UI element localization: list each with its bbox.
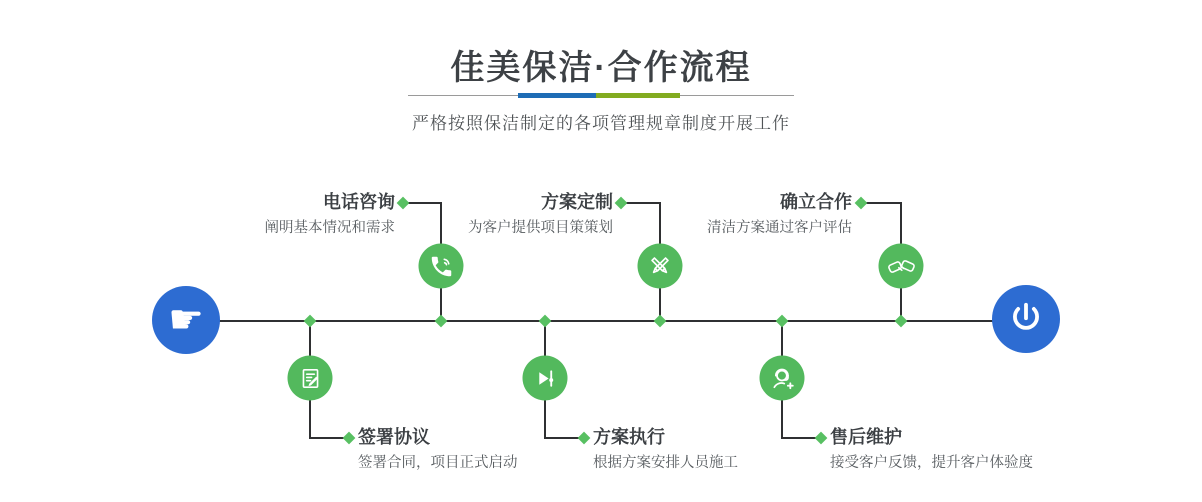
power-icon bbox=[1007, 300, 1045, 338]
handshake-icon bbox=[886, 253, 916, 279]
step-desc: 签署合同，项目正式启动 bbox=[358, 455, 518, 471]
step-title: 电话咨询 bbox=[323, 192, 395, 212]
customer-service-icon bbox=[768, 364, 796, 392]
step-title: 方案定制 bbox=[541, 192, 613, 212]
step-desc: 清洁方案通过客户评估 bbox=[707, 220, 852, 236]
label-diamond bbox=[397, 197, 410, 210]
step-node-phone bbox=[419, 244, 464, 289]
step-desc: 为客户提供项目策策划 bbox=[468, 220, 613, 236]
phone-icon bbox=[428, 253, 454, 279]
step-title: 方案执行 bbox=[593, 427, 665, 447]
step-label-execution bbox=[593, 425, 738, 473]
label-diamond bbox=[578, 432, 591, 445]
step-title: 确立合作 bbox=[780, 192, 852, 212]
label-diamond bbox=[343, 432, 356, 445]
step-label-contract bbox=[358, 425, 518, 473]
timeline-node-diamond bbox=[776, 315, 789, 328]
timeline-node-diamond bbox=[895, 315, 908, 328]
title-divider bbox=[408, 93, 794, 98]
step-label-cooperation bbox=[707, 190, 852, 238]
flow-start-node bbox=[152, 286, 220, 354]
step-desc: 阐明基本情况和需求 bbox=[264, 220, 395, 236]
step-node-execution bbox=[523, 356, 568, 401]
step-node-plan bbox=[638, 244, 683, 289]
label-diamond bbox=[615, 197, 628, 210]
step-node-contract bbox=[288, 356, 333, 401]
page-subtitle: 严格按照保洁制定的各项管理规章制度开展工作 bbox=[412, 114, 790, 133]
step-desc: 接受客户反馈，提升客户体验度 bbox=[830, 455, 1033, 471]
pointing-hand-icon: ☛ bbox=[168, 297, 204, 343]
timeline-node-diamond bbox=[304, 315, 317, 328]
step-label-aftersales bbox=[830, 425, 1033, 473]
step-title: 售后维护 bbox=[830, 427, 902, 447]
step-desc: 根据方案安排人员施工 bbox=[593, 455, 738, 471]
step-label-phone bbox=[265, 190, 396, 238]
step-node-aftersales bbox=[760, 356, 805, 401]
timeline-node-diamond bbox=[539, 315, 552, 328]
crossed-pencils-icon bbox=[647, 253, 674, 280]
flow-end-node bbox=[992, 285, 1060, 353]
contract-pen-icon bbox=[297, 365, 323, 391]
label-diamond bbox=[855, 197, 868, 210]
play-slider-icon bbox=[532, 365, 559, 392]
step-node-cooperation bbox=[879, 244, 924, 289]
timeline-node-diamond bbox=[435, 315, 448, 328]
step-label-plan bbox=[468, 190, 613, 238]
step-title: 签署协议 bbox=[358, 427, 430, 447]
timeline-node-diamond bbox=[654, 315, 667, 328]
page-title: 佳美保洁·合作流程 bbox=[450, 49, 752, 87]
divider-green-segment bbox=[596, 93, 680, 98]
label-diamond bbox=[815, 432, 828, 445]
divider-blue-segment bbox=[518, 93, 596, 98]
